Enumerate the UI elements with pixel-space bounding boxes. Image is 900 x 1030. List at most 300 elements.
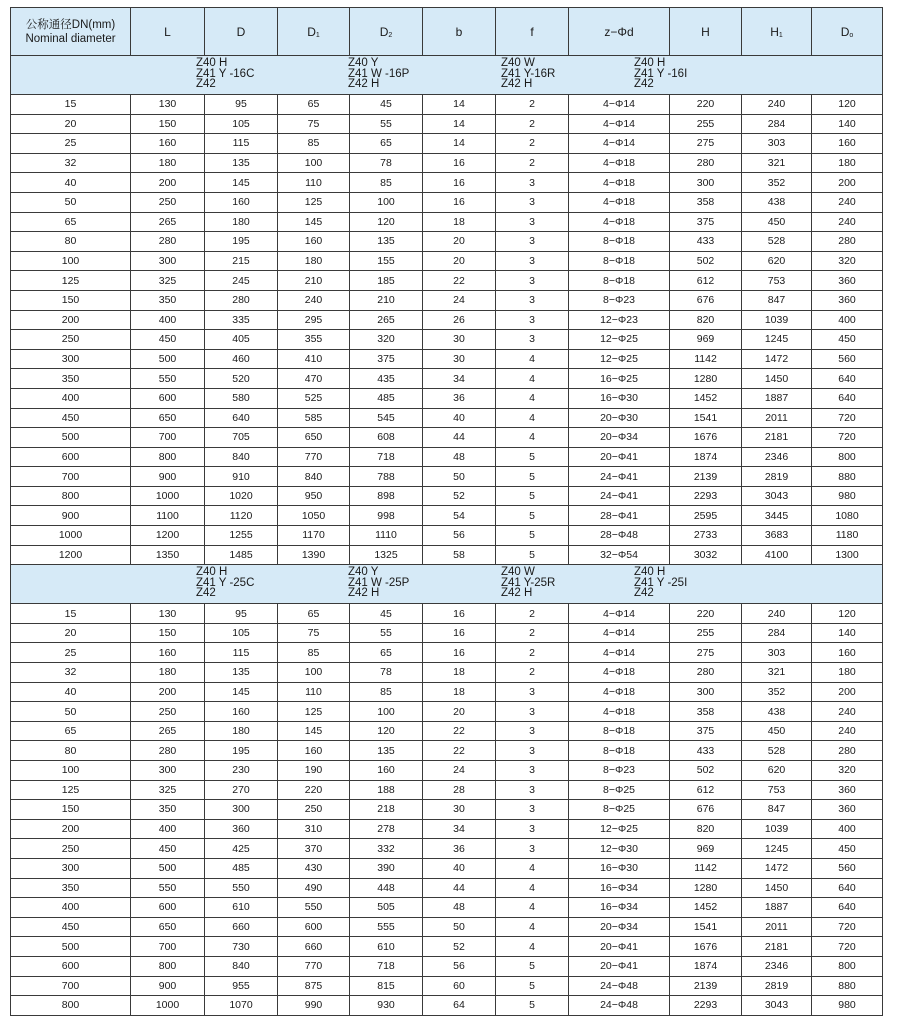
table-cell: 4: [496, 917, 569, 937]
cell-nominal-diameter: 250: [11, 330, 131, 350]
table-cell: 438: [742, 192, 812, 212]
table-cell: 265: [350, 310, 423, 330]
table-cell: 195: [205, 232, 278, 252]
cell-nominal-diameter: 1200: [11, 545, 131, 565]
table-cell: 22: [423, 721, 496, 741]
table-cell: 85: [278, 134, 350, 154]
table-cell: 16: [423, 604, 496, 624]
header-dn-zh: 公称通径DN(mm): [25, 18, 116, 31]
table-cell: 800: [812, 956, 883, 976]
table-cell: 3: [496, 232, 569, 252]
table-cell: 4: [496, 858, 569, 878]
table-cell: 438: [742, 702, 812, 722]
table-cell: 300: [670, 173, 742, 193]
table-cell: 2011: [742, 917, 812, 937]
table-cell: 4−Φ18: [569, 702, 670, 722]
table-cell: 332: [350, 839, 423, 859]
table-cell: 2: [496, 643, 569, 663]
table-cell: 880: [812, 467, 883, 487]
table-cell: 550: [205, 878, 278, 898]
cell-nominal-diameter: 80: [11, 232, 131, 252]
table-cell: 2: [496, 134, 569, 154]
model-line: Z41 Y-25R: [501, 576, 556, 589]
table-cell: 980: [812, 486, 883, 506]
table-cell: 130: [131, 95, 205, 115]
table-cell: 321: [742, 663, 812, 683]
table-cell: 64: [423, 996, 496, 1016]
table-cell: 95: [205, 604, 278, 624]
cell-nominal-diameter: 50: [11, 192, 131, 212]
cell-nominal-diameter: 50: [11, 702, 131, 722]
model-line: Z41 W -16P: [348, 67, 410, 80]
table-cell: 230: [205, 761, 278, 781]
table-cell: 200: [812, 682, 883, 702]
table-cell: 16−Φ34: [569, 898, 670, 918]
table-cell: 48: [423, 898, 496, 918]
table-row: [11, 153, 883, 173]
table-cell: 280: [131, 232, 205, 252]
table-cell: 3: [496, 173, 569, 193]
table-cell: 3043: [742, 486, 812, 506]
table-cell: 275: [670, 643, 742, 663]
table-cell: 3: [496, 721, 569, 741]
table-cell: 550: [131, 878, 205, 898]
table-cell: 502: [670, 251, 742, 271]
cell-nominal-diameter: 200: [11, 310, 131, 330]
table-cell: 1245: [742, 330, 812, 350]
table-cell: 16: [423, 173, 496, 193]
model-line: Z42: [196, 78, 216, 90]
cell-nominal-diameter: 900: [11, 506, 131, 526]
cell-nominal-diameter: 350: [11, 369, 131, 389]
cell-nominal-diameter: 32: [11, 663, 131, 683]
table-cell: 660: [205, 917, 278, 937]
table-cell: 1450: [742, 369, 812, 389]
table-cell: 28−Φ48: [569, 526, 670, 546]
table-cell: 620: [742, 251, 812, 271]
table-cell: 16: [423, 623, 496, 643]
table-cell: 400: [131, 819, 205, 839]
table-row: [11, 134, 883, 154]
table-cell: 28−Φ41: [569, 506, 670, 526]
table-cell: 840: [278, 467, 350, 487]
table-cell: 30: [423, 800, 496, 820]
table-cell: 930: [350, 996, 423, 1016]
table-cell: 3: [496, 741, 569, 761]
table-cell: 100: [350, 192, 423, 212]
table-cell: 20−Φ41: [569, 937, 670, 957]
table-cell: 1452: [670, 898, 742, 918]
table-cell: 54: [423, 506, 496, 526]
table-cell: 240: [812, 192, 883, 212]
table-row: [11, 408, 883, 428]
table-cell: 20−Φ34: [569, 428, 670, 448]
table-cell: 2: [496, 623, 569, 643]
table-cell: 800: [131, 447, 205, 467]
table-row: [11, 702, 883, 722]
table-cell: 1541: [670, 408, 742, 428]
table-row: [11, 917, 883, 937]
table-row: [11, 251, 883, 271]
cell-nominal-diameter: 700: [11, 467, 131, 487]
table-cell: 820: [670, 819, 742, 839]
table-cell: 40: [423, 858, 496, 878]
table-cell: 600: [278, 917, 350, 937]
table-row: [11, 878, 883, 898]
header-dn-en: Nominal diameter: [25, 32, 116, 45]
model-line: Z40 H: [196, 57, 228, 69]
table-cell: 676: [670, 800, 742, 820]
table-cell: 3: [496, 819, 569, 839]
table-cell: 280: [812, 741, 883, 761]
table-cell: 1874: [670, 447, 742, 467]
table-cell: 325: [131, 271, 205, 291]
table-cell: 24: [423, 290, 496, 310]
table-cell: 3: [496, 761, 569, 781]
table-cell: 135: [205, 153, 278, 173]
table-cell: 500: [131, 349, 205, 369]
table-cell: 375: [350, 349, 423, 369]
table-cell: 433: [670, 232, 742, 252]
table-cell: 430: [278, 858, 350, 878]
table-cell: 4: [496, 388, 569, 408]
table-row: [11, 271, 883, 291]
table-cell: 140: [812, 623, 883, 643]
header-col-9: [812, 8, 883, 56]
header-col-subscript: 1: [315, 31, 320, 39]
table-cell: 20−Φ30: [569, 408, 670, 428]
table-cell: 300: [131, 761, 205, 781]
table-cell: 555: [350, 917, 423, 937]
model-line: Z40 H: [634, 566, 666, 579]
table-cell: 720: [812, 937, 883, 957]
cell-nominal-diameter: 400: [11, 898, 131, 918]
table-cell: 110: [278, 682, 350, 702]
table-cell: 280: [812, 232, 883, 252]
table-row: [11, 173, 883, 193]
table-cell: 240: [742, 604, 812, 624]
table-cell: 3: [496, 800, 569, 820]
table-cell: 4−Φ18: [569, 153, 670, 173]
table-cell: 4−Φ14: [569, 134, 670, 154]
table-cell: 998: [350, 506, 423, 526]
table-cell: 700: [131, 937, 205, 957]
table-cell: 160: [812, 643, 883, 663]
table-cell: 20−Φ41: [569, 956, 670, 976]
table-cell: 180: [131, 663, 205, 683]
table-cell: 255: [670, 114, 742, 134]
table-cell: 390: [350, 858, 423, 878]
table-row: [11, 604, 883, 624]
table-cell: 280: [205, 290, 278, 310]
table-row: [11, 349, 883, 369]
table-cell: 358: [670, 192, 742, 212]
model-designation: [196, 58, 254, 90]
table-cell: 20: [423, 702, 496, 722]
table-cell: 52: [423, 937, 496, 957]
table-cell: 210: [278, 271, 350, 291]
table-cell: 105: [205, 114, 278, 134]
cell-nominal-diameter: 65: [11, 721, 131, 741]
model-line: Z41 Y -16I: [634, 67, 688, 80]
table-cell: 56: [423, 956, 496, 976]
table-cell: 2181: [742, 937, 812, 957]
table-cell: 250: [131, 192, 205, 212]
header-col-label: D: [236, 24, 246, 39]
table-cell: 2293: [670, 996, 742, 1016]
table-cell: 1325: [350, 545, 423, 565]
table-cell: 4−Φ14: [569, 604, 670, 624]
table-cell: 528: [742, 232, 812, 252]
table-cell: 280: [670, 153, 742, 173]
table-cell: 240: [812, 721, 883, 741]
table-cell: 485: [350, 388, 423, 408]
table-cell: 125: [278, 702, 350, 722]
table-cell: 24−Φ41: [569, 486, 670, 506]
table-cell: 16−Φ34: [569, 878, 670, 898]
table-cell: 5: [496, 506, 569, 526]
table-row: [11, 741, 883, 761]
table-cell: 840: [205, 447, 278, 467]
table-cell: 145: [278, 212, 350, 232]
header-col-subscript: o: [849, 31, 854, 39]
table-cell: 840: [205, 956, 278, 976]
table-cell: 1000: [131, 486, 205, 506]
table-cell: 3032: [670, 545, 742, 565]
header-col-label: b: [455, 24, 463, 39]
table-row: [11, 545, 883, 565]
table-cell: 969: [670, 330, 742, 350]
cell-nominal-diameter: 200: [11, 819, 131, 839]
table-cell: 8−Φ23: [569, 761, 670, 781]
table-cell: 12−Φ25: [569, 349, 670, 369]
table-cell: 8−Φ18: [569, 251, 670, 271]
cell-nominal-diameter: 40: [11, 682, 131, 702]
table-cell: 250: [131, 702, 205, 722]
table-cell: 4−Φ14: [569, 643, 670, 663]
cell-nominal-diameter: 400: [11, 388, 131, 408]
table-cell: 12−Φ30: [569, 839, 670, 859]
table-row: [11, 310, 883, 330]
table-cell: 16: [423, 192, 496, 212]
table-cell: 1050: [278, 506, 350, 526]
table-cell: 425: [205, 839, 278, 859]
cell-nominal-diameter: 350: [11, 878, 131, 898]
table-cell: 676: [670, 290, 742, 310]
table-cell: 265: [131, 212, 205, 232]
table-cell: 45: [350, 95, 423, 115]
table-cell: 180: [812, 153, 883, 173]
table-row: [11, 526, 883, 546]
table-cell: 14: [423, 95, 496, 115]
table-cell: 18: [423, 663, 496, 683]
table-cell: 1390: [278, 545, 350, 565]
table-row: [11, 898, 883, 918]
table-cell: 1180: [812, 526, 883, 546]
table-cell: 3: [496, 251, 569, 271]
table-cell: 448: [350, 878, 423, 898]
table-cell: 335: [205, 310, 278, 330]
table-cell: 16−Φ25: [569, 369, 670, 389]
table-cell: 250: [278, 800, 350, 820]
table-cell: 30: [423, 330, 496, 350]
table-cell: 3: [496, 310, 569, 330]
table-cell: 65: [350, 134, 423, 154]
table-cell: 3: [496, 212, 569, 232]
table-cell: 150: [131, 623, 205, 643]
table-cell: 12−Φ25: [569, 330, 670, 350]
table-cell: 608: [350, 428, 423, 448]
table-cell: 100: [278, 153, 350, 173]
table-cell: 505: [350, 898, 423, 918]
model-designation: [348, 567, 409, 599]
table-cell: 75: [278, 623, 350, 643]
table-cell: 612: [670, 780, 742, 800]
table-cell: 280: [670, 663, 742, 683]
model-designation: [348, 58, 409, 90]
table-cell: 135: [205, 663, 278, 683]
cell-nominal-diameter: 500: [11, 937, 131, 957]
table-cell: 110: [278, 173, 350, 193]
cell-nominal-diameter: 300: [11, 349, 131, 369]
header-col-2: [278, 8, 350, 56]
table-cell: 375: [670, 212, 742, 232]
table-cell: 700: [131, 428, 205, 448]
table-cell: 460: [205, 349, 278, 369]
table-cell: 400: [131, 310, 205, 330]
table-cell: 3: [496, 839, 569, 859]
table-cell: 800: [812, 447, 883, 467]
table-cell: 44: [423, 428, 496, 448]
cell-nominal-diameter: 100: [11, 761, 131, 781]
table-row: [11, 232, 883, 252]
table-cell: 788: [350, 467, 423, 487]
table-cell: 620: [742, 761, 812, 781]
cell-nominal-diameter: 125: [11, 780, 131, 800]
table-cell: 295: [278, 310, 350, 330]
table-row: [11, 623, 883, 643]
table-cell: 22: [423, 741, 496, 761]
table-cell: 16: [423, 643, 496, 663]
table-row: [11, 996, 883, 1016]
table-cell: 5: [496, 996, 569, 1016]
cell-nominal-diameter: 80: [11, 741, 131, 761]
table-cell: 898: [350, 486, 423, 506]
table-cell: 220: [670, 95, 742, 115]
table-cell: 300: [205, 800, 278, 820]
table-cell: 1255: [205, 526, 278, 546]
table-cell: 1887: [742, 898, 812, 918]
table-cell: 730: [205, 937, 278, 957]
table-cell: 847: [742, 800, 812, 820]
table-cell: 48: [423, 447, 496, 467]
table-cell: 180: [205, 721, 278, 741]
table-cell: 310: [278, 819, 350, 839]
table-cell: 125: [278, 192, 350, 212]
table-cell: 1142: [670, 349, 742, 369]
model-line: Z40 W: [501, 57, 535, 69]
header-nominal-diameter: [11, 8, 131, 56]
table-cell: 3: [496, 290, 569, 310]
table-cell: 2346: [742, 956, 812, 976]
table-cell: 847: [742, 290, 812, 310]
table-cell: 220: [278, 780, 350, 800]
table-cell: 2: [496, 153, 569, 173]
table-cell: 8−Φ18: [569, 271, 670, 291]
table-cell: 770: [278, 956, 350, 976]
table-cell: 36: [423, 839, 496, 859]
table-cell: 1039: [742, 310, 812, 330]
table-cell: 160: [131, 643, 205, 663]
table-cell: 280: [131, 741, 205, 761]
table-cell: 1472: [742, 349, 812, 369]
table-cell: 218: [350, 800, 423, 820]
table-cell: 770: [278, 447, 350, 467]
table-row: [11, 506, 883, 526]
table-cell: 60: [423, 976, 496, 996]
table-cell: 240: [742, 95, 812, 115]
header-col-label: D: [379, 24, 389, 39]
table-cell: 5: [496, 545, 569, 565]
table-cell: 560: [812, 349, 883, 369]
table-cell: 875: [278, 976, 350, 996]
table-cell: 270: [205, 780, 278, 800]
model-designation: [196, 567, 254, 599]
table-cell: 4: [496, 937, 569, 957]
table-cell: 180: [278, 251, 350, 271]
table-cell: 1280: [670, 878, 742, 898]
table-cell: 320: [812, 761, 883, 781]
table-cell: 720: [812, 428, 883, 448]
valve-dimension-table: [10, 7, 883, 1016]
table-cell: 4−Φ18: [569, 212, 670, 232]
table-cell: 65: [278, 604, 350, 624]
table-cell: 433: [670, 741, 742, 761]
table-cell: 4: [496, 349, 569, 369]
table-cell: 1100: [131, 506, 205, 526]
table-cell: 85: [278, 643, 350, 663]
table-cell: 350: [131, 800, 205, 820]
table-cell: 210: [350, 290, 423, 310]
table-row: [11, 956, 883, 976]
table-cell: 1350: [131, 545, 205, 565]
cell-nominal-diameter: 125: [11, 271, 131, 291]
table-cell: 8−Φ23: [569, 290, 670, 310]
table-cell: 4: [496, 408, 569, 428]
table-cell: 528: [742, 741, 812, 761]
table-cell: 3: [496, 682, 569, 702]
header-col-5: [496, 8, 569, 56]
table-cell: 300: [670, 682, 742, 702]
table-cell: 3: [496, 780, 569, 800]
table-cell: 135: [350, 741, 423, 761]
table-cell: 56: [423, 526, 496, 546]
table-cell: 720: [812, 917, 883, 937]
cell-nominal-diameter: 150: [11, 290, 131, 310]
table-body: [11, 56, 883, 1016]
table-cell: 955: [205, 976, 278, 996]
table-row: [11, 780, 883, 800]
table-cell: 3: [496, 702, 569, 722]
table-cell: 3: [496, 192, 569, 212]
table-cell: 4−Φ14: [569, 114, 670, 134]
table-cell: 34: [423, 369, 496, 389]
model-line: Z42 H: [348, 78, 380, 90]
table-cell: 220: [670, 604, 742, 624]
table-cell: 2293: [670, 486, 742, 506]
table-cell: 85: [350, 173, 423, 193]
table-cell: 753: [742, 780, 812, 800]
